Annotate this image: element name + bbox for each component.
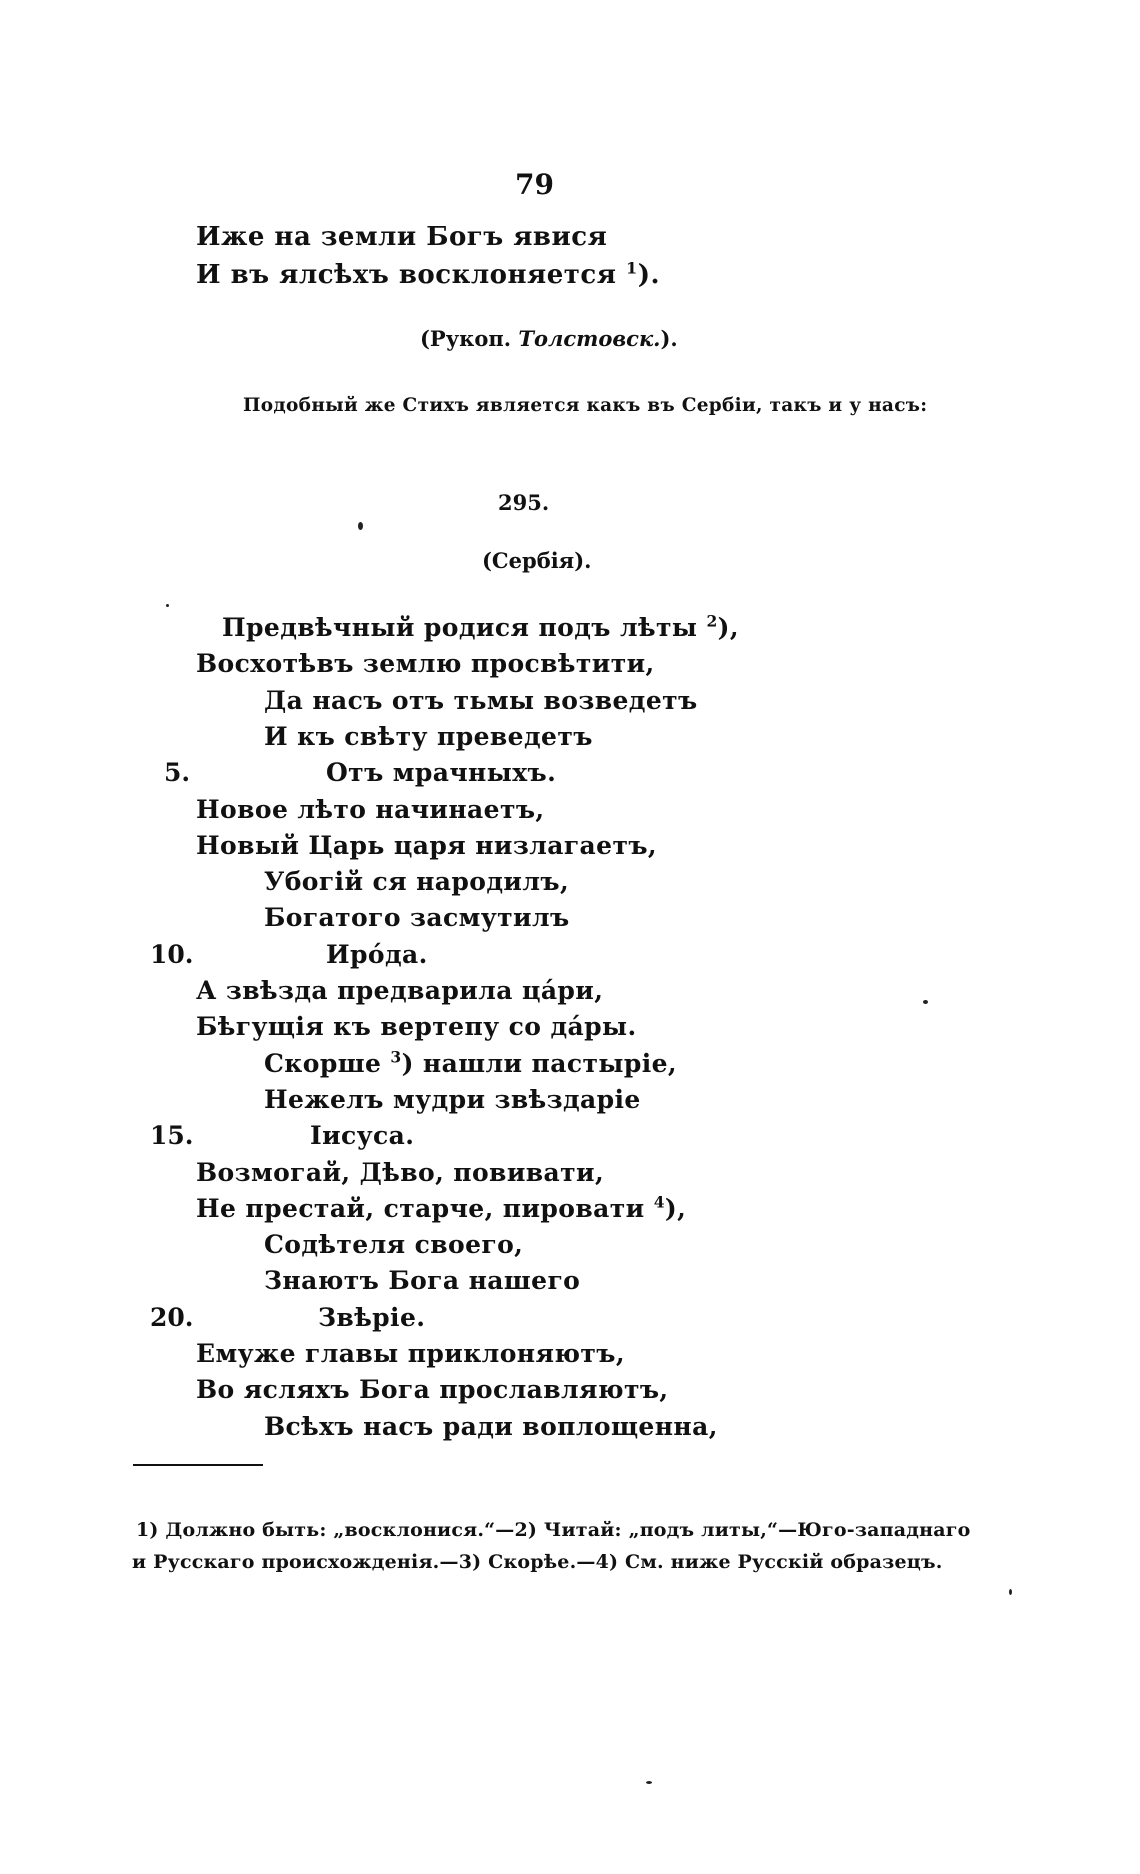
poem-line-text: Емуже главы приклоняютъ,	[196, 1339, 625, 1368]
poem-line-text: Восхотѣвъ землю просвѣтити,	[196, 649, 655, 678]
poem-line-text: Звѣріе.	[318, 1303, 426, 1332]
poem-line	[264, 903, 570, 932]
poem-line-tail: ),	[717, 613, 739, 642]
print-speck	[358, 522, 363, 530]
footnote-mark: 1	[626, 258, 638, 278]
print-speck	[1009, 1589, 1012, 1595]
poem-line	[264, 1412, 718, 1441]
poem-line	[264, 1266, 580, 1295]
source-name: Толстовск.	[518, 326, 661, 351]
poem-line-text: Отъ мрачныхъ.	[326, 758, 557, 787]
poem-line	[264, 686, 698, 715]
poem-line	[264, 1230, 523, 1259]
poem-line	[264, 867, 569, 896]
poem-line-text: Не престай, старче, пировати	[196, 1194, 645, 1223]
poem-line-tail: ) нашли пастыріе,	[401, 1049, 678, 1078]
poem-line	[310, 1121, 414, 1150]
poem-line-text: Содѣтеля своего,	[264, 1230, 524, 1259]
poem-footnote-mark: 3	[390, 1047, 402, 1067]
poem-line-text: Всѣхъ насъ ради воплощенна,	[264, 1412, 718, 1441]
poem-line-text: Знаютъ Бога нашего	[264, 1266, 581, 1295]
poem-line-text: Во ясляхъ Бога прославляютъ,	[196, 1375, 669, 1404]
print-speck	[923, 1000, 928, 1004]
source-suffix: ).	[660, 326, 678, 351]
poem-line	[264, 722, 593, 751]
poem-line	[196, 1158, 604, 1187]
print-speck	[166, 604, 169, 607]
source-prefix: (Рукоп.	[420, 326, 512, 351]
poem-footnote-mark: 4	[653, 1192, 665, 1212]
footnote-line-1: 1) Должно быть: „восклонися.“—2) Читай: „подъ литы,“—Юго-западнаго	[136, 1519, 971, 1541]
line-number: 5.	[164, 758, 191, 787]
opening-line-2	[196, 260, 660, 290]
poem-line	[264, 1049, 677, 1078]
poem-line	[318, 1303, 425, 1332]
opening-close: ).	[637, 260, 661, 290]
poem-line-text: Скорше	[264, 1049, 382, 1078]
poem-line-text: Новый Царь царя низлагаетъ,	[196, 831, 658, 860]
source-attribution	[420, 326, 678, 351]
line-number: 15.	[150, 1121, 194, 1150]
poem-line	[196, 1375, 669, 1404]
song-place: (Сербія).	[482, 548, 592, 573]
poem-line	[196, 649, 655, 678]
poem-line	[264, 1085, 641, 1114]
poem-line	[326, 940, 428, 969]
poem-line	[196, 1194, 686, 1223]
line-number: 10.	[150, 940, 194, 969]
poem-line	[196, 1339, 625, 1368]
poem-line	[196, 976, 603, 1005]
print-speck	[646, 1781, 652, 1784]
opening-line-1: Иже на земли Богъ явися	[196, 222, 608, 252]
poem-line	[196, 1012, 637, 1041]
poem-line-text: Предвѣчный родися подъ лѣты	[222, 613, 698, 642]
poem-line	[196, 831, 657, 860]
intro-line: Подобный же Стихъ является какъ въ Сербіи, такъ и у насъ:	[243, 395, 928, 416]
poem-line-text: И къ свѣту преведетъ	[264, 722, 593, 751]
poem-line-text: Бѣгущія къ вертепу со дáры.	[196, 1012, 637, 1041]
poem-line	[222, 613, 739, 642]
poem-line	[196, 795, 545, 824]
line-number: 20.	[150, 1303, 194, 1332]
poem-line-text: Богатого засмутилъ	[264, 903, 570, 932]
page-number: 79	[515, 168, 554, 201]
poem-line-text: Да насъ отъ тьмы возведетъ	[264, 686, 698, 715]
footnote-rule	[133, 1464, 263, 1466]
opening-line-2-text: И въ ялсѣхъ восклоняется	[196, 260, 617, 290]
song-number: 295.	[498, 490, 550, 515]
poem-line-text: Ирóда.	[326, 940, 428, 969]
poem-line	[326, 758, 556, 787]
poem-line-text: Новое лѣто начинаетъ,	[196, 795, 545, 824]
poem-line-text: Возмогай, Дѣво, повивати,	[196, 1158, 605, 1187]
poem-line-text: Іисуса.	[310, 1121, 415, 1150]
poem-line-tail: ),	[664, 1194, 687, 1223]
poem-line-text: Нежелъ мудри звѣздаріе	[264, 1085, 641, 1114]
poem-line-text: А звѣзда предварила цáри,	[196, 976, 604, 1005]
footnote-line-2: и Русскаго происхожденія.—3) Скорѣе.—4) См. ниже Русскій образецъ.	[132, 1551, 943, 1573]
poem-line-text: Убогій ся народилъ,	[264, 867, 570, 896]
poem-footnote-mark: 2	[706, 611, 718, 631]
